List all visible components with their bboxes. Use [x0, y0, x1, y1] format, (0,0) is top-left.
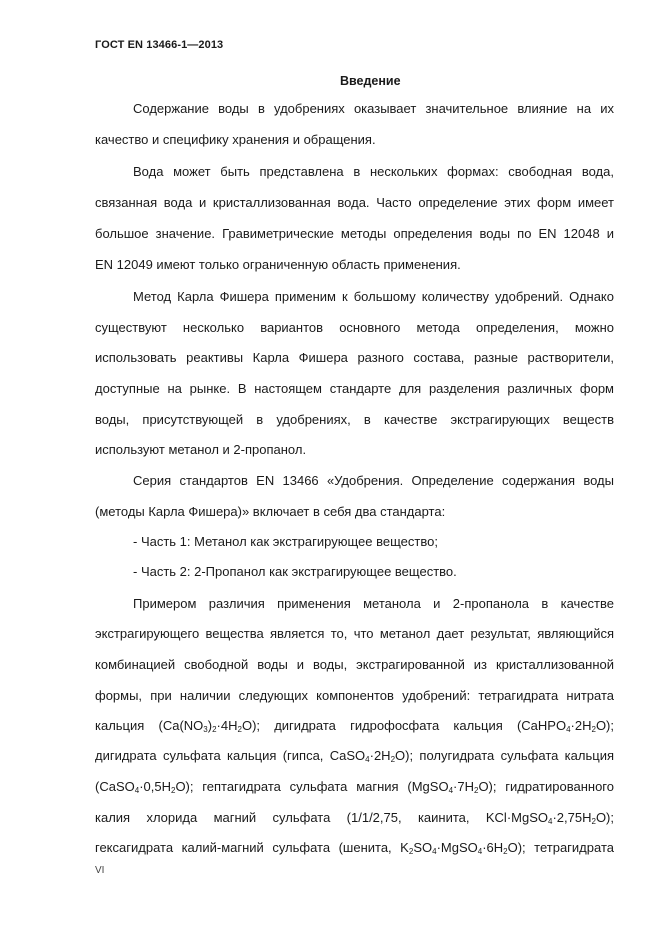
text-line: существуют несколько вариантов основного метода определения, можно — [95, 320, 614, 335]
text-line: Метод Карла Фишера применим к большому количеству удобрений. Однако — [133, 289, 614, 304]
text-line: формы, при наличии следующих компонентов удобрений: тетрагидрата нитрата — [95, 688, 614, 703]
text-line: воды, присутствующей в удобрениях, в качестве экстрагирующих веществ — [95, 412, 614, 427]
document-code-header: ГОСТ EN 13466-1—2013 — [95, 39, 224, 51]
text-line: используют метанол и 2-пропанол. — [95, 442, 307, 457]
text-line: связанная вода и кристаллизованная вода. Часто определение этих форм имеет — [95, 195, 614, 210]
text-line-formula: калия хлорида магний сульфата (1/1/2,75, каинита, $KCl\cdot MgSO_4\cdot 2,75H_2O$); — [95, 810, 614, 826]
page-number: VI — [95, 865, 105, 876]
text-line: большое значение. Гравиметрические методы определения воды по EN 12048 и — [95, 226, 614, 241]
text-line: Содержание воды в удобрениях оказывает значительное влияние на их — [133, 101, 614, 116]
text-line-formula: дигидрата сульфата кальция (гипса, $CaSO_4\cdot 2H_2O$); полугидрата сульфата кальция — [95, 748, 614, 764]
text-line-formula: гексагидрата калий-магний сульфата (шенита, $K_2SO_4\cdot MgSO_4\cdot 6H_2O$); тетрагидрата — [95, 840, 614, 856]
text-line: доступные на рынке. В настоящем стандарте для разделения различных форм — [95, 381, 614, 396]
text-line-formula: кальция $(Ca(NO_3)_2\cdot 4H_2O)$; дигидрата гидрофосфата кальция $(CaHPO_4\cdot 2H_2O)$; — [95, 718, 614, 734]
text-line: использовать реактивы Карла Фишера разного состава, разные растворители, — [95, 350, 614, 365]
text-line: качество и специфику хранения и обращения. — [95, 132, 376, 147]
list-item: - Часть 2: 2-Пропанол как экстрагирующее вещество. — [133, 564, 457, 579]
text-line-formula: $(CaSO_4\cdot 0,5H_2O)$; гептагидрата сульфата магния $(MgSO_4\cdot 7H_2O)$; гидратированного — [95, 779, 614, 795]
text-line: Вода может быть представлена в нескольких формах: свободная вода, — [133, 164, 614, 179]
text-line: экстрагирующего вещества является то, что метанол дает результат, являющийся — [95, 626, 614, 641]
text-line: (методы Карла Фишера)» включает в себя два стандарта: — [95, 504, 446, 519]
list-item: - Часть 1: Метанол как экстрагирующее вещество; — [133, 534, 438, 549]
text-line: Серия стандартов EN 13466 «Удобрения. Определение содержания воды — [133, 473, 614, 488]
text-line: комбинацией свободной воды и воды, экстрагированной из кристаллизованной — [95, 657, 614, 672]
text-line: Примером различия применения метанола и 2-пропанола в качестве — [133, 596, 614, 611]
text-line: EN 12049 имеют только ограниченную область применения. — [95, 257, 461, 272]
